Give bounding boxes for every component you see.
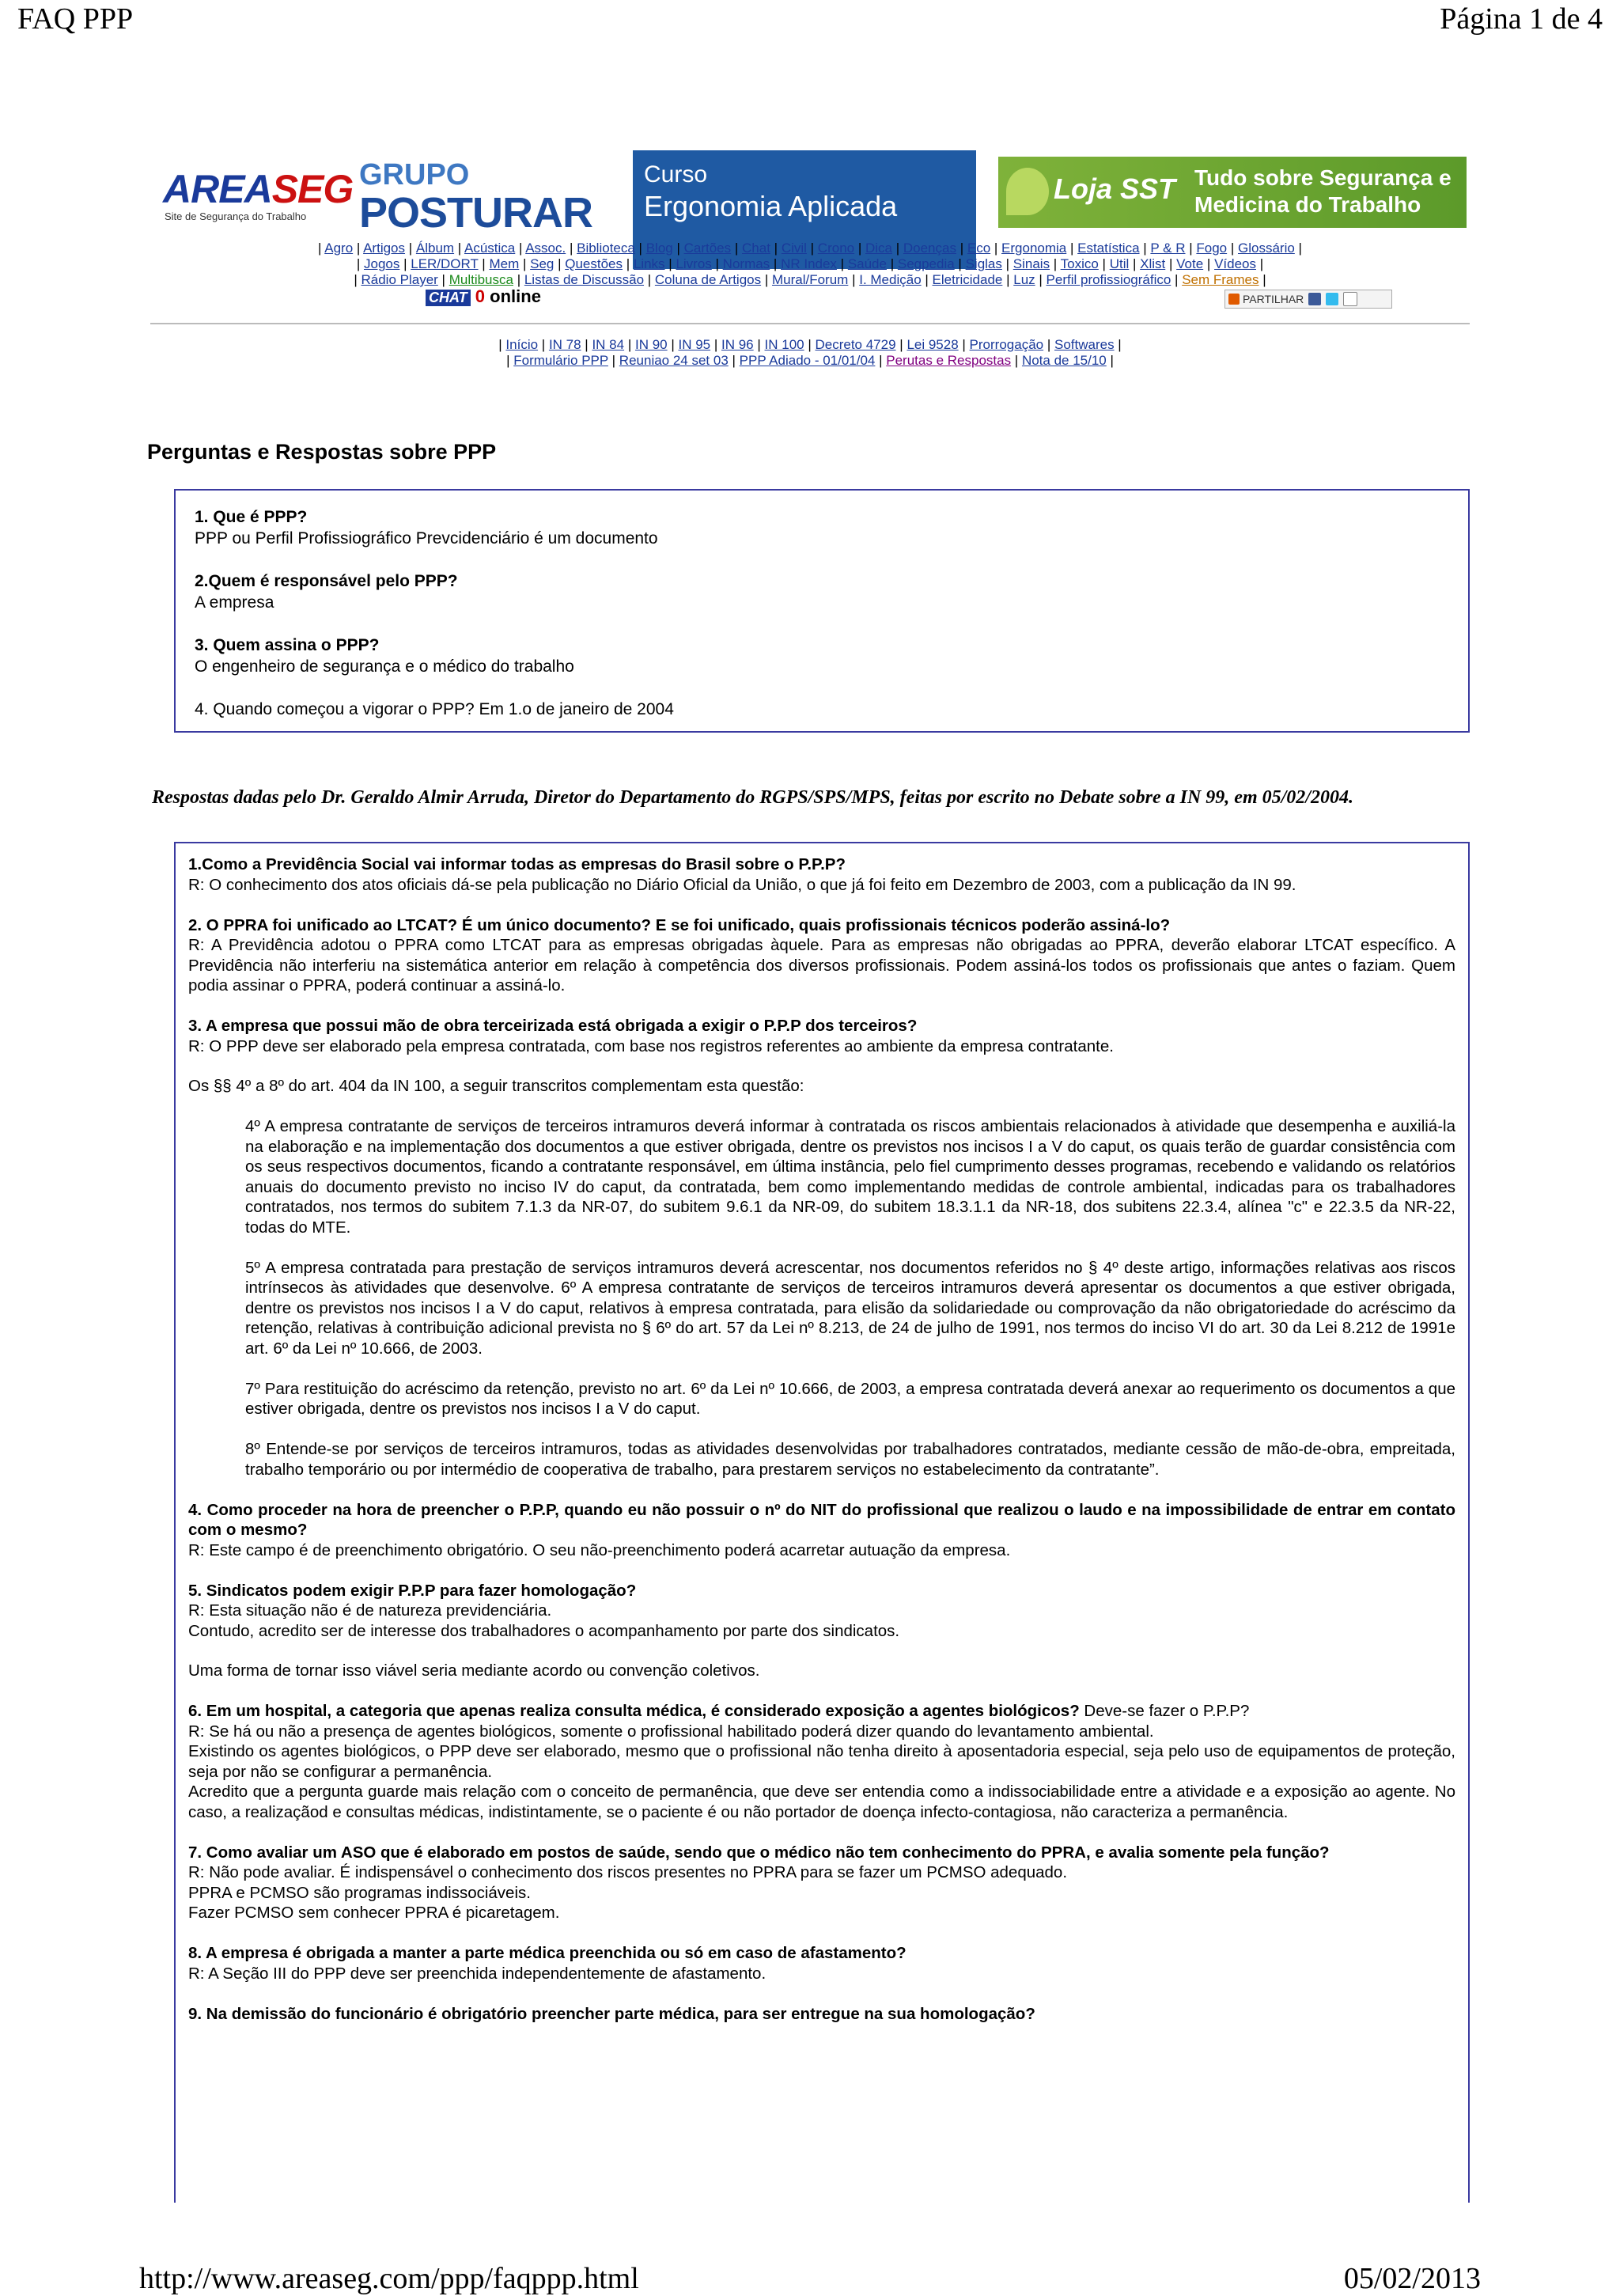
areaseg-logo[interactable] [158, 149, 354, 233]
faq-answer: PPP ou Perfil Profissiográfico Prevcidenciário é um documento [195, 529, 658, 547]
answer-5b: Contudo, acredito ser de interesse dos trabalhadores o acompanhamento por parte dos sindicatos. [188, 1621, 900, 1640]
page-header-number: Página 1 de 4 [1440, 2, 1603, 36]
chat-widget[interactable] [426, 286, 541, 307]
chat-count: 0 [475, 286, 486, 306]
nav-row-1: | Agro | Artigos | Álbum | Acústica | Assoc. | Biblioteca | Blog | Cartões | Chat | Civil | Crono | Dica | Doenças | Eco | Ergonomia | Estatística | P & R | Fogo | Glossário | [318, 241, 1302, 256]
loja-brand: Loja SST [1054, 172, 1176, 205]
loja-tag1: Tudo sobre Segurança e [1194, 165, 1452, 190]
nav-link[interactable]: Mem [489, 256, 520, 271]
nav-link[interactable]: IN 90 [634, 337, 668, 352]
nav-link[interactable]: IN 84 [592, 337, 625, 352]
answer-7: R: Não pode avaliar. É indispensável o conhecimento dos riscos presentes no PPRA para se fazer um PCMSO adequado. [188, 1863, 1068, 1881]
answer-3: R: O PPP deve ser elaborado pela empresa contratada, com base nos registros referentes ao ambiente da empresa contratante. [188, 1036, 1114, 1055]
nav-link[interactable]: Siglas [965, 256, 1002, 271]
faq-answer: 4. Quando começou a vigorar o PPP? Em 1.o de janeiro de 2004 [195, 700, 674, 718]
nav-link[interactable]: Toxico [1060, 256, 1099, 271]
nav-link[interactable]: Blog [645, 241, 673, 256]
answer-2: R: A Previdência adotou o PPRA como LTCAT para as empresas obrigadas àquele. Para as empresas não obrigadas ao PPRA, deverão elaborar LTCAT específico. A Previdência não interferiu na sistemática anterior em relação à competência dos diversos profissionais. Podem assiná-los todos os profissionais que antes o faziam. Quem podia assinar o PPRA, poderá continuar a assiná-lo. [188, 936, 1455, 995]
nav-link[interactable]: Questões [565, 256, 623, 271]
faq-item [195, 699, 1449, 720]
ppp-nav-row-2: | Formulário PPP | Reuniao 24 set 03 | PPP Adiado - 01/01/04 | Perutas e Respostas | Nota de 15/10 | [506, 353, 1114, 368]
faq-item [195, 570, 1449, 613]
faq-answer: O engenheiro de segurança e o médico do trabalho [195, 657, 574, 676]
page-footer-url: http://www.areaseg.com/ppp/faqppp.html [139, 2262, 639, 2295]
email-icon[interactable] [1343, 292, 1357, 306]
faq-question: 3. Quem assina o PPP? [195, 636, 380, 654]
nav-link[interactable]: Decreto 4729 [815, 337, 896, 352]
areaseg-logo-sub: Site de Segurança do Trabalho [165, 210, 307, 222]
nav-link[interactable]: Álbum [415, 241, 455, 256]
nav-link[interactable]: IN 95 [678, 337, 711, 352]
nav-link[interactable]: Assoc. [525, 241, 566, 256]
question-9: 9. Na demissão do funcionário é obrigatório preencher parte médica, para ser entregue na sua homologação? [188, 2004, 1035, 2023]
nav-link[interactable]: LER/DORT [411, 256, 479, 271]
page-header-title: FAQ PPP [17, 2, 134, 36]
nav-link[interactable]: Vote [1176, 256, 1204, 271]
nav-link[interactable]: PPP Adiado - 01/01/04 [739, 353, 876, 368]
nav-link[interactable]: Prorrogação [969, 337, 1044, 352]
nav-link[interactable]: Rádio Player [361, 272, 438, 287]
loja-tag2: Medicina do Trabalho [1194, 192, 1421, 217]
nav-link[interactable]: Dica [865, 241, 892, 256]
nav-link[interactable]: Normas [722, 256, 770, 271]
postura-logo[interactable] [358, 149, 609, 237]
nav-link[interactable]: Cartões [683, 241, 732, 256]
answer-3b: Os §§ 4º a 8º do art. 404 da IN 100, a seguir transcritos complementam esta questão: [188, 1077, 804, 1095]
nav-link[interactable]: Artigos [363, 241, 406, 256]
nav-link[interactable]: Livros [676, 256, 712, 271]
faq-box [174, 489, 1470, 733]
question-1: 1.Como a Previdência Social vai informar todas as empresas do Brasil sobre o P.P.P? [188, 855, 846, 873]
nav-link[interactable]: IN 78 [548, 337, 581, 352]
nav-link[interactable]: Civil [781, 241, 807, 256]
nav-link[interactable]: I. Medição [859, 272, 922, 287]
question-3: 3. A empresa que possui mão de obra terceirizada está obrigada a exigir o P.P.P dos terceiros? [188, 1017, 918, 1035]
answer-7b: PPRA e PCMSO são programas indissociáveis. [188, 1883, 531, 1902]
postura-line2: POSTURAR [359, 189, 593, 237]
section2-title: Respostas dadas pelo Dr. Geraldo Almir Arruda, Diretor do Departamento do RGPS/SPS/MPS, feitas por escrito no Debate sobre a IN 99, em 05/02/2004. [152, 787, 1353, 808]
faq-question: 2.Quem é responsável pelo PPP? [195, 572, 458, 590]
nav-link[interactable]: Perfil profissiográfico [1046, 272, 1171, 287]
nav-link[interactable]: Lei 9528 [907, 337, 959, 352]
nav-link[interactable]: Jogos [363, 256, 400, 271]
paragraph-5: 5º A empresa contratada para prestação de serviços intramuros deverá acrescentar, nos documentos referidos no § 4º deste artigo, informações relativas aos riscos intrínsecos às atividades que desenvolve. 6º A empresa contratante de serviços de terceiros intramuros deverá apresentar os documentos a que estiver obrigada, dentre os previstos nos incisos I a V do caput, relativos à empresa contratada, para elisão da solidariedade ou comprovação da não obrigatoriedade do acréscimo da retenção, relativas à contribuição adicional prevista no § 6º do art. 57 da Lei nº 8.213, de 24 de julho de 1991, nos termos do inciso VI do art. 30 da Lei 8.212 de 1991e art. 6º da Lei nº 10.666, de 2003. [245, 1258, 1455, 1358]
nav-link[interactable]: Eco [967, 241, 991, 256]
nav-row-3: | Rádio Player | Multibusca | Listas de Discussão | Coluna de Artigos | Mural/Forum | I. Medição | Eletricidade | Luz | Perfil profissiográfico | Sem Frames | [354, 272, 1266, 287]
nav-link[interactable]: Mural/Forum [771, 272, 849, 287]
nav-link[interactable]: Fogo [1196, 241, 1228, 256]
nav-link[interactable]: Chat [742, 241, 770, 256]
curso-line2: Ergonomia Aplicada [644, 190, 898, 222]
section1-title: Perguntas e Respostas sobre PPP [147, 440, 497, 464]
answer-4: R: Este campo é de preenchimento obrigatório. O seu não-preenchimento poderá acarretar autuação da empresa. [188, 1540, 1011, 1559]
answer-6c: Acredito que a pergunta guarde mais relação com o conceito de permanência, que deve ser entendia como a indissociabilidade entre a atividade e a exposição ao agente. No caso, a realizaçãod e consultas médicas, indistintamente, se o paciente é ou não portador de doença infecto-contagiosa, não caracteriza a permanência. [188, 1783, 1455, 1821]
curso-line1: Curso [644, 161, 708, 188]
answer-5c: Uma forma de tornar isso viável seria mediante acordo ou convenção coletivos. [188, 1661, 760, 1680]
paragraph-7: 7º Para restituição do acréscimo da retenção, previsto no art. 6º da Lei nº 10.666, de 2003, a empresa contratada deverá anexar ao requerimento os documentos a que estiver obrigada, dentre os previstos nos incisos I a V do caput. [245, 1379, 1455, 1418]
nav-link[interactable]: Segpedia [897, 256, 955, 271]
paragraph-4: 4º A empresa contratante de serviços de terceiros intramuros deverá informar à contratada os riscos ambientais relacionados à atividade que desempenha e auxiliá-la na elaboração e na implementação dos documentos a que estiver obrigada, dentre os previstos nos incisos I a V do caput, os quais terão de guardar consistência com os seus respectivos documentos, ficando a contratante responsável, em última instância, pelo fiel cumprimento desses programas, recebendo e validando os relatórios anuais do documento previsto no inciso IV do caput, da contratada, bem como implementando medidas de controle ambiental, indicadas para os trabalhadores contratados, nos termos do subitem 7.1.3 da NR-07, do subitem 9.6.1 da NR-09, do subitem 18.3.1.1 da NR-18, dos subitens 22.3.4, alínea "c" e 22.3.5 da NR-22, todas do MTE. [245, 1117, 1455, 1237]
nav-link[interactable]: Ergonomia [1001, 241, 1067, 256]
nav-link[interactable]: Listas de Discussão [524, 272, 645, 287]
nav-link[interactable]: Links [633, 256, 665, 271]
nav-link[interactable]: Crono [817, 241, 855, 256]
nav-link[interactable]: P & R [1150, 241, 1186, 256]
areaseg-logo-main: AREA [163, 167, 272, 211]
question-6b: Deve-se fazer o P.P.P? [1079, 1702, 1250, 1720]
nav-link[interactable]: NR Index [781, 256, 837, 271]
nav-link[interactable]: Softwares [1054, 337, 1115, 352]
answer-6: R: Se há ou não a presença de agentes biológicos, somente o profissional habilitado poderá dizer quando do levantamento ambiental. [188, 1722, 1154, 1741]
twitter-icon[interactable] [1326, 293, 1338, 305]
nav-link[interactable]: Acústica [464, 241, 516, 256]
nav-link[interactable]: Sinais [1012, 256, 1050, 271]
nav-link[interactable]: Glossário [1238, 241, 1295, 256]
ppp-nav-row-1: | Início | IN 78 | IN 84 | IN 90 | IN 95 | IN 96 | IN 100 | Decreto 4729 | Lei 9528 | Prorrogação | Softwares | [498, 337, 1122, 352]
nav-link[interactable]: Nota de 15/10 [1021, 353, 1107, 368]
nav-link[interactable]: Saúde [847, 256, 887, 271]
faq-question: 1. Que é PPP? [195, 508, 308, 526]
question-6: 6. Em um hospital, a categoria que apenas realiza consulta médica, é considerado exposição a agentes biológicos? [188, 1702, 1080, 1720]
nav-link[interactable]: Reuniao 24 set 03 [619, 353, 729, 368]
leaf-icon [1006, 168, 1049, 215]
nav-link[interactable]: IN 100 [764, 337, 804, 352]
nav-link[interactable]: Estatística [1077, 241, 1140, 256]
areaseg-logo-accent: SEG [271, 167, 354, 211]
nav-link[interactable]: Sem Frames [1182, 272, 1259, 287]
facebook-icon[interactable] [1308, 293, 1321, 305]
answers-box [174, 842, 1470, 2203]
nav-link[interactable]: Vídeos [1214, 256, 1256, 271]
answer-8: R: A Seção III do PPP deve ser preenchida independentemente de afastamento. [188, 1964, 766, 1983]
nav-link[interactable]: Doenças [903, 241, 956, 256]
faq-item [195, 506, 1449, 549]
nav-link[interactable]: Biblioteca [577, 241, 635, 256]
chat-badge: CHAT [426, 290, 471, 306]
chat-label: online [490, 286, 541, 306]
faq-answer: A empresa [195, 593, 274, 612]
question-7: 7. Como avaliar um ASO que é elaborado em postos de saúde, sendo que o médico não tem conhecimento do PPRA, e avalia somente pela função? [188, 1843, 1330, 1862]
faq-item [195, 635, 1449, 677]
answer-6b: Existindo os agentes biológicos, o PPP deve ser elaborado, mesmo que o profissional não tenha direito à aposentadoria especial, seja pelo uso de equipamentos de proteção, seja por não se configurar a permanência. [188, 1742, 1455, 1781]
postura-line1: GRUPO [359, 158, 470, 191]
nav-link[interactable]: Xlist [1140, 256, 1166, 271]
nav-link[interactable]: Luz [1013, 272, 1035, 287]
nav-link[interactable]: Seg [530, 256, 555, 271]
nav-link[interactable]: IN 96 [721, 337, 754, 352]
nav-link[interactable]: Util [1109, 256, 1130, 271]
nav-row-2: | Jogos | LER/DORT | Mem | Seg | Questões | Links | Livros | Normas | NR Index | Saúde | Segpedia | Siglas | Sinais | Toxico | Util | Xlist | Vote | Vídeos | [356, 256, 1264, 271]
nav-link[interactable]: Agro [324, 241, 354, 256]
nav-link[interactable]: Perutas e Respostas [886, 353, 1012, 368]
nav-link[interactable]: Formulário PPP [513, 353, 608, 368]
share-button[interactable] [1224, 290, 1392, 309]
header-divider [150, 323, 1470, 324]
answer-7c: Fazer PCMSO sem conhecer PPRA é picaretagem. [188, 1904, 560, 1922]
nav-link[interactable]: Multibusca [449, 272, 513, 287]
question-2: 2. O PPRA foi unificado ao LTCAT? É um único documento? E se foi unificado, quais profissionais técnicos poderão assiná-lo? [188, 915, 1171, 934]
question-8: 8. A empresa é obrigada a manter a parte médica preenchida ou só em caso de afastamento? [188, 1944, 907, 1962]
paragraph-8: 8º Entende-se por serviços de terceiros intramuros, todas as atividades desenvolvidas por trabalhadores contratados, mediante cessão de mão-de-obra, empreitada, trabalho temporário ou por intermédio de cooperativa de trabalho, para prestarem serviços no estabelecimento da contratante”. [245, 1440, 1455, 1479]
share-label: PARTILHAR [1243, 293, 1304, 305]
answer-1: R: O conhecimento dos atos oficiais dá-se pela publicação no Diário Oficial da União, o que já foi feito em Dezembro de 2003, com a publicação da IN 99. [188, 875, 1296, 894]
page-footer-date: 05/02/2013 [1343, 2262, 1481, 2295]
loja-sst-banner[interactable] [998, 157, 1467, 228]
question-5: 5. Sindicatos podem exigir P.P.P para fazer homologação? [188, 1581, 637, 1600]
nav-link[interactable]: Eletricidade [932, 272, 1003, 287]
nav-link[interactable]: Início [505, 337, 539, 352]
answer-5: R: Esta situação não é de natureza previdenciária. [188, 1601, 552, 1620]
question-4: 4. Como proceder na hora de preencher o P.P.P, quando eu não possuir o nº do NIT do profissional que realizou o laudo e na impossibilidade de entrar em contato com o mesmo? [188, 1500, 1455, 1539]
share-icon [1228, 294, 1240, 305]
nav-link[interactable]: Coluna de Artigos [654, 272, 762, 287]
